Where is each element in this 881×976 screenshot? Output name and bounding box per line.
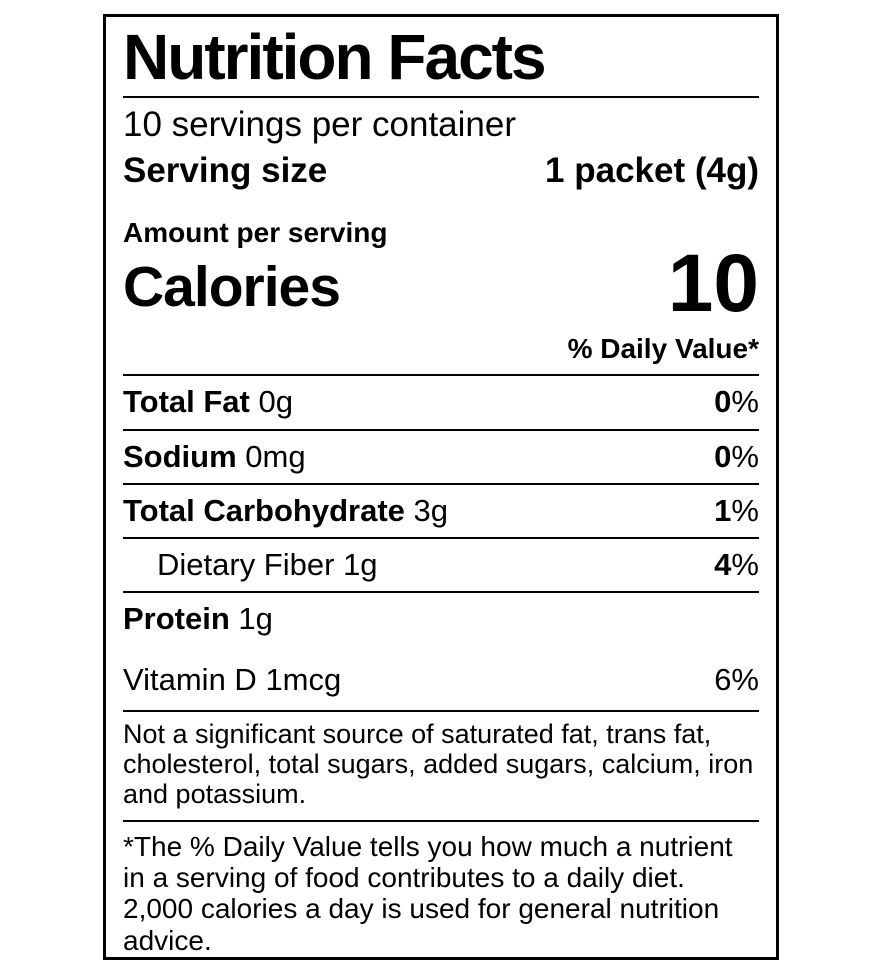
vitamin-row-vitamin-d bbox=[123, 650, 759, 710]
vitamin-name: Vitamin D bbox=[123, 662, 257, 698]
dv-percent-sign: % bbox=[731, 384, 759, 420]
serving-size-value: 1 packet (4g) bbox=[545, 150, 759, 190]
label-title: Nutrition Facts bbox=[123, 21, 545, 93]
serving-size-label: Serving size bbox=[123, 150, 328, 190]
nutrient-name-amount bbox=[123, 600, 273, 637]
servings-per-container: 10 servings per container bbox=[123, 105, 516, 145]
dv-percent-sign: % bbox=[731, 492, 759, 528]
nutrient-name: Sodium bbox=[123, 438, 237, 474]
vitamin-daily-value: 6% bbox=[714, 662, 759, 698]
nutrient-name: Total Carbohydrate bbox=[123, 492, 405, 528]
dv-percent-sign: % bbox=[731, 438, 759, 474]
nutrient-row-protein bbox=[123, 591, 759, 645]
nutrient-amount: 3g bbox=[413, 492, 449, 528]
nutrient-row-dietary-fiber bbox=[123, 537, 759, 591]
nutrient-amount: 0mg bbox=[245, 438, 306, 474]
nutrient-name: Protein bbox=[123, 601, 230, 637]
nutrient-daily-value bbox=[714, 546, 759, 583]
calories-row bbox=[123, 238, 759, 330]
calories-label: Calories bbox=[123, 254, 340, 319]
nutrient-name: Total Fat bbox=[123, 384, 250, 420]
nutrient-amount: 0g bbox=[258, 384, 293, 420]
amount-per-serving-label: Amount per serving bbox=[123, 217, 388, 249]
nutrient-name-amount bbox=[123, 492, 448, 529]
dv-percent-sign: % bbox=[731, 546, 759, 582]
vitamin-name-amount bbox=[123, 661, 341, 698]
nutrient-row-sodium bbox=[123, 429, 759, 483]
not-significant-source-note: Not a significant source of saturated fat, trans fat, cholesterol, total sugars, added sugars, calcium, iron and potassium. bbox=[123, 710, 759, 819]
nutrient-name-amount bbox=[123, 383, 293, 420]
dv-number: 4 bbox=[714, 546, 732, 582]
nutrient-amount: 1g bbox=[343, 546, 378, 582]
nutrient-daily-value bbox=[714, 383, 759, 420]
dv-number: 0 bbox=[714, 438, 732, 474]
daily-value-footnote: *The % Daily Value tells you how much a nutrient in a serving of food contributes to a daily diet. 2,000 calories a day is used for general nutrition advice. bbox=[123, 820, 759, 960]
nutrient-row-total-carbohydrate bbox=[123, 483, 759, 537]
serving-size-row bbox=[123, 148, 759, 194]
nutrient-row-total-fat bbox=[123, 374, 759, 428]
nutrition-facts-label bbox=[103, 14, 779, 960]
nutrient-name-amount bbox=[123, 438, 306, 475]
vitamin-amount: 1mcg bbox=[265, 662, 342, 698]
nutrient-name: Dietary Fiber bbox=[157, 546, 335, 582]
nutrient-daily-value bbox=[714, 492, 759, 529]
dv-number: 1 bbox=[714, 492, 732, 528]
divider-under-title bbox=[123, 96, 759, 98]
nutrient-daily-value bbox=[714, 438, 759, 475]
nutrient-name-amount bbox=[123, 546, 378, 583]
daily-value-header: % Daily Value* bbox=[567, 333, 759, 365]
dv-number: 0 bbox=[714, 384, 732, 420]
calories-value: 10 bbox=[667, 238, 759, 330]
nutrient-amount: 1g bbox=[238, 601, 273, 637]
